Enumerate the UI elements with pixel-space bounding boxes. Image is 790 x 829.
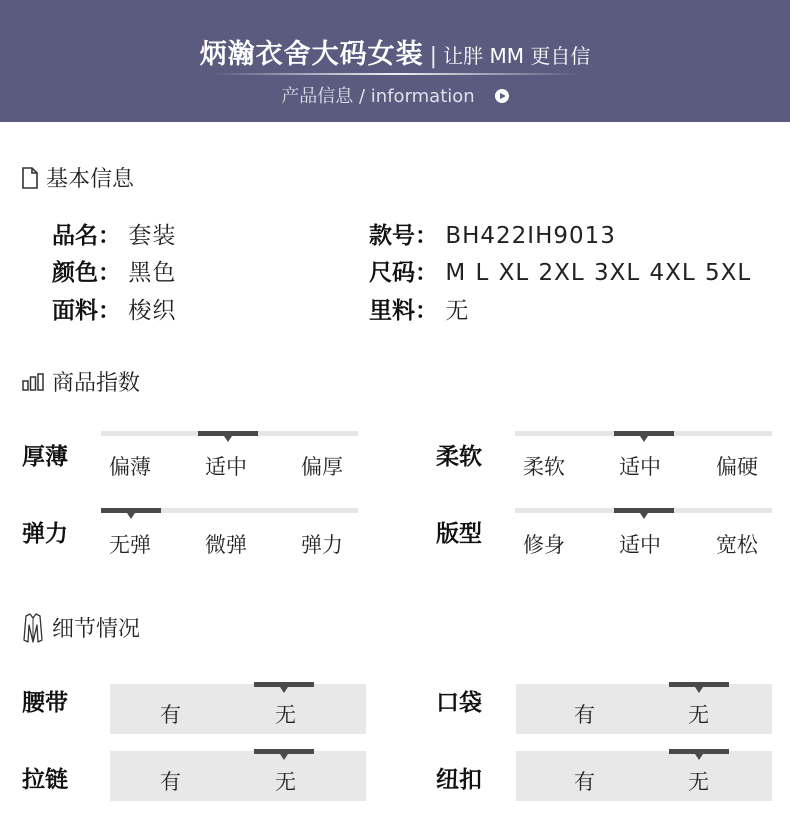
section-product-index — [22, 366, 140, 397]
index-bar — [515, 508, 772, 513]
spec-key: 款号： — [369, 223, 438, 249]
spec-key: 品名： — [52, 223, 121, 249]
spec-key: 里料： — [369, 298, 438, 324]
index-option: 柔软 — [523, 455, 565, 479]
index-option: 适中 — [619, 455, 661, 479]
detail-label: 纽扣 — [436, 767, 482, 793]
index-option: 偏硬 — [716, 455, 758, 479]
play-icon — [495, 89, 509, 103]
spec-row — [52, 217, 176, 250]
bar-chart-icon — [22, 373, 44, 391]
spec-row — [369, 217, 616, 250]
section-basic-info — [22, 162, 134, 193]
document-icon — [22, 167, 38, 189]
spec-value: BH422IH9013 — [445, 223, 616, 249]
spec-row — [52, 292, 176, 325]
index-marker — [614, 431, 674, 436]
coat-icon — [22, 613, 44, 643]
header-subtitle: 产品信息 / information — [281, 86, 475, 107]
detail-option: 有 — [160, 770, 181, 794]
index-bar — [101, 431, 358, 436]
index-label: 厚薄 — [22, 444, 68, 470]
section-title: 商品指数 — [52, 371, 141, 396]
section-title: 基本信息 — [46, 167, 135, 192]
section-title: 细节情况 — [52, 617, 141, 642]
detail-label: 腰带 — [22, 690, 68, 716]
detail-box — [110, 751, 366, 801]
spec-value: 套装 — [128, 223, 177, 249]
spec-row — [52, 254, 176, 287]
index-label: 柔软 — [436, 444, 482, 470]
detail-label: 拉链 — [22, 767, 68, 793]
index-bar — [515, 431, 772, 436]
index-option: 修身 — [523, 533, 565, 557]
detail-marker — [254, 682, 314, 687]
detail-label: 口袋 — [436, 690, 482, 716]
index-option: 适中 — [619, 533, 661, 557]
detail-marker — [669, 682, 729, 687]
detail-option: 有 — [160, 703, 181, 727]
spec-value: M L XL 2XL 3XL 4XL 5XL — [445, 260, 752, 286]
index-marker — [101, 508, 161, 513]
index-option: 偏薄 — [109, 455, 151, 479]
detail-box — [516, 684, 772, 734]
index-marker — [614, 508, 674, 513]
index-label: 弹力 — [22, 521, 68, 547]
brand-line — [0, 32, 790, 71]
spec-value: 无 — [445, 298, 470, 324]
spec-value: 梭织 — [128, 298, 177, 324]
brand-name: 炳瀚衣舍大码女装 — [199, 39, 424, 70]
spec-key: 面料： — [52, 298, 121, 324]
spec-key: 颜色： — [52, 260, 121, 286]
detail-marker — [254, 749, 314, 754]
brand-separator: | — [429, 44, 438, 69]
index-bar — [101, 508, 358, 513]
detail-box — [110, 684, 366, 734]
spec-key: 尺码： — [369, 260, 438, 286]
detail-option: 有 — [574, 770, 595, 794]
spec-row — [369, 254, 751, 287]
index-label: 版型 — [436, 521, 482, 547]
header-banner — [0, 0, 790, 122]
index-option: 微弹 — [205, 533, 247, 557]
detail-box — [516, 751, 772, 801]
brand-slogan: 让胖 MM 更自信 — [443, 44, 591, 68]
header-subtitle-line — [0, 82, 790, 108]
detail-option: 无 — [275, 703, 296, 727]
detail-option: 无 — [688, 703, 709, 727]
index-option: 适中 — [205, 455, 247, 479]
detail-option: 无 — [688, 770, 709, 794]
spec-row — [369, 292, 469, 325]
index-marker — [198, 431, 258, 436]
detail-option: 无 — [275, 770, 296, 794]
detail-marker — [669, 749, 729, 754]
section-details — [22, 612, 140, 645]
index-option: 偏厚 — [301, 455, 343, 479]
index-option: 宽松 — [716, 533, 758, 557]
spec-value: 黑色 — [128, 260, 177, 286]
index-option: 无弹 — [109, 533, 151, 557]
detail-option: 有 — [574, 703, 595, 727]
header-divider — [210, 73, 580, 75]
index-option: 弹力 — [301, 533, 343, 557]
